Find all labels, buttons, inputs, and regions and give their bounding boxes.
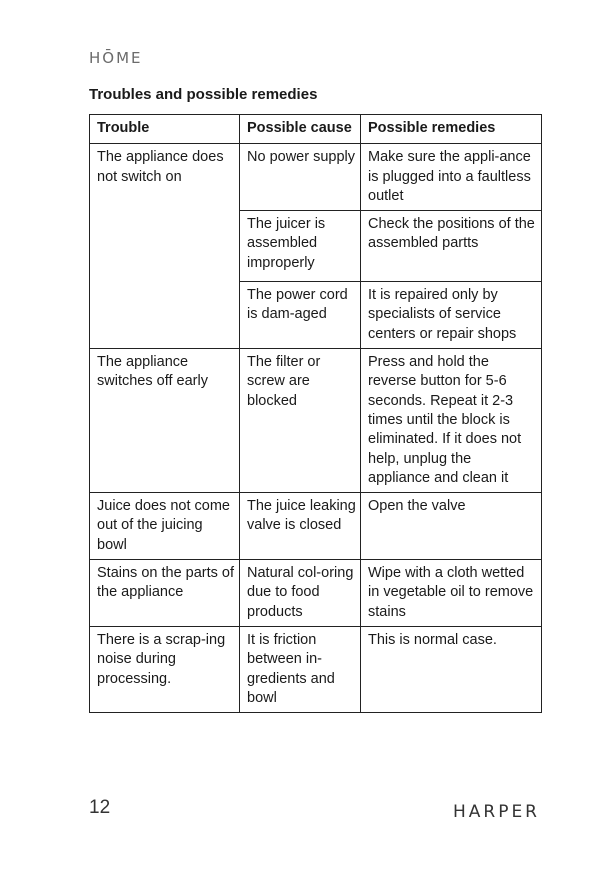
header-possible-cause: Possible cause	[240, 115, 361, 144]
cause-cell: Natural col-oring due to food products	[240, 560, 361, 627]
table-header-row	[90, 115, 542, 144]
troubles-table	[89, 114, 542, 713]
table-row	[90, 144, 542, 211]
trouble-cell: Stains on the parts of the appliance	[90, 560, 240, 627]
brand-logo: HARPER	[452, 802, 540, 822]
trouble-cell: The appliance switches off early	[90, 349, 240, 493]
home-logo: HŌME	[89, 49, 143, 67]
remedy-cell: Wipe with a cloth wetted in vegetable oil to remove stains	[361, 560, 542, 627]
remedy-cell: This is normal case.	[361, 626, 542, 712]
cause-cell: The juicer is assembled improperly	[240, 211, 361, 282]
table-row	[90, 349, 542, 493]
section-title: Troubles and possible remedies	[89, 86, 318, 103]
cause-cell: The filter or screw are blocked	[240, 349, 361, 493]
remedy-cell: Make sure the appli-ance is plugged into a faultless outlet	[361, 144, 542, 211]
cause-cell: The juice leaking valve is closed	[240, 493, 361, 560]
remedy-cell: It is repaired only by specialists of service centers or repair shops	[361, 282, 542, 349]
trouble-cell: The appliance does not switch on	[90, 144, 240, 349]
header-trouble: Trouble	[90, 115, 240, 144]
cause-cell: No power supply	[240, 144, 361, 211]
cause-cell: The power cord is dam-aged	[240, 282, 361, 349]
trouble-cell: Juice does not come out of the juicing bowl	[90, 493, 240, 560]
table-row	[90, 626, 542, 712]
header-possible-remedies: Possible remedies	[361, 115, 542, 144]
trouble-cell: There is a scrap-ing noise during processing.	[90, 626, 240, 712]
remedy-cell: Press and hold the reverse button for 5-6 seconds. Repeat it 2-3 times until the block is eliminated. If it does not help, unplug the appliance and clean it	[361, 349, 542, 493]
table-row	[90, 493, 542, 560]
table-row	[90, 560, 542, 627]
page-number: 12	[89, 797, 111, 818]
remedy-cell: Check the positions of the assembled partts	[361, 211, 542, 282]
remedy-cell: Open the valve	[361, 493, 542, 560]
cause-cell: It is friction between in-gredients and bowl	[240, 626, 361, 712]
